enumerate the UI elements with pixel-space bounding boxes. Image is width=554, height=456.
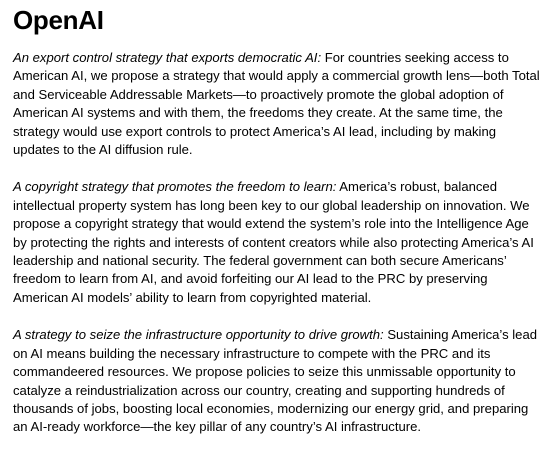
- paragraph-text: Sustaining America’s lead: [383, 327, 538, 343]
- paragraph-line: American AI, we propose a strategy that would apply a commercial growth lens—both Total: [13, 68, 540, 84]
- paragraph-line: intellectual property system has long been key to our global leadership on innovation. We: [13, 197, 530, 213]
- paragraph-line: American AI models’ ability to learn from copyrighted material.: [13, 289, 372, 305]
- paragraph-line: catalyze a reindustrialization across our country, creating and supporting hundreds of: [13, 382, 505, 398]
- paragraph-text: America’s robust, balanced: [336, 179, 497, 195]
- paragraph-lead: An export control strategy that exports democratic AI:: [13, 50, 322, 65]
- export-control-paragraph: [13, 49, 551, 159]
- paragraph-line: on AI means building the necessary infrastructure to compete with the PRC and its: [13, 345, 491, 361]
- paragraph-text: For countries seeking access to: [321, 50, 509, 65]
- paragraph-lead: A copyright strategy that promotes the freedom to learn:: [13, 179, 337, 195]
- openai-logo: OpenAI: [13, 5, 104, 35]
- infrastructure-paragraph: [13, 326, 551, 436]
- paragraph-line: American AI systems and with them, the freedoms they create. At the same time, the: [13, 105, 503, 121]
- paragraph-line: freedom to learn from AI, and avoid forfeiting our AI lead to the PRC by preserving: [13, 271, 488, 287]
- paragraph-line: leadership and national security. The federal government can both secure Americans’: [13, 253, 507, 269]
- paragraph-line: and Serviceable Addressable Markets—to proactively promote the global adoption of: [13, 86, 504, 102]
- paragraph-line: [13, 326, 551, 344]
- paragraph-line: by protecting the rights and interests of content creators while also protecting America’s AI: [13, 234, 534, 250]
- paragraph-line: an AI-ready workforce—the key pillar of any country’s AI infrastructure.: [13, 419, 422, 435]
- paragraph-line: commandeered resources. We propose policies to seize this unmissable opportunity to: [13, 364, 516, 380]
- paragraph-line: [13, 178, 551, 196]
- paragraph-line: propose a copyright strategy that would extend the system’s role into the Intelligence Age: [13, 216, 529, 232]
- paragraph-line: [13, 49, 551, 67]
- paragraph-line: updates to the AI diffusion rule.: [13, 142, 193, 158]
- paragraph-lead: A strategy to seize the infrastructure opportunity to drive growth:: [13, 327, 384, 343]
- document-body: [13, 49, 551, 456]
- paragraph-line: thousands of jobs, boosting local economies, modernizing our energy grid, and preparing: [13, 400, 529, 416]
- copyright-paragraph: [13, 178, 551, 307]
- paragraph-line: strategy would use export controls to protect America’s AI lead, including by making: [13, 123, 497, 139]
